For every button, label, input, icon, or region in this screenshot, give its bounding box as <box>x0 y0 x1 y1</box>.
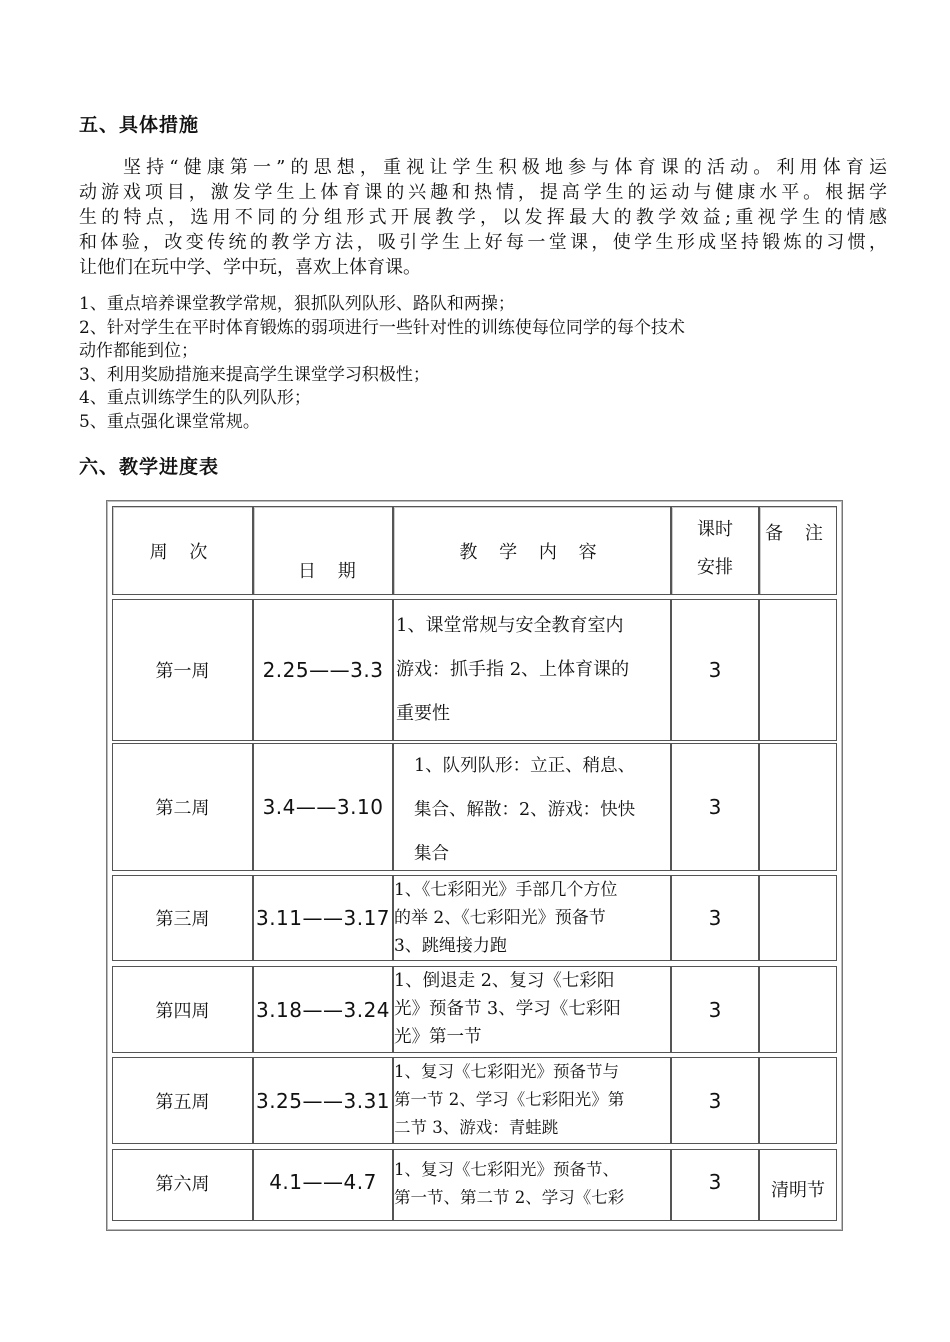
table-row-date <box>253 875 393 961</box>
table-row-note <box>759 875 837 961</box>
table-row-content <box>393 743 671 871</box>
week-label: 第二周 <box>155 798 210 819</box>
table-row-hours <box>671 966 759 1053</box>
week-label: 第五周 <box>155 1091 210 1113</box>
header-date <box>253 506 393 595</box>
schedule-table <box>106 500 843 1231</box>
table-row-content <box>393 599 671 741</box>
list-item: 2、针对学生在平时体育锻炼的弱项进行一些针对性的训练使每位同学的每个技术 <box>79 317 685 338</box>
date-range: 3.4——3.10 <box>262 795 384 819</box>
hours-value: 3 <box>708 795 722 819</box>
section-heading-schedule: 六、教学进度表 <box>79 456 220 478</box>
header-content-label: 教 学 内 容 <box>459 541 605 563</box>
measures-list <box>79 293 685 434</box>
header-note-label: 备 注 <box>765 523 831 544</box>
header-hours-line: 课时 <box>697 519 733 540</box>
table-row-week <box>112 966 253 1053</box>
table-row-content <box>393 966 671 1053</box>
table-row-date <box>253 599 393 741</box>
header-hours <box>671 506 759 595</box>
table-row-hours <box>671 875 759 961</box>
table-row-date <box>253 1149 393 1221</box>
table-row-week <box>112 743 253 871</box>
table-row-content <box>393 1057 671 1144</box>
content-line: 光》预备节 3、学习《七彩阳 <box>394 999 621 1019</box>
header-week-label: 周 次 <box>149 541 216 563</box>
date-range: 3.11——3.17 <box>255 906 391 930</box>
date-range: 2.25——3.3 <box>262 658 384 682</box>
content-line: 的举 2、《七彩阳光》预备节 <box>394 908 606 928</box>
week-label: 第六周 <box>155 1174 210 1195</box>
table-row-week <box>112 1149 253 1221</box>
content-line: 1、队列队形：立正、稍息、 <box>414 756 636 776</box>
header-hours-line: 安排 <box>697 557 733 578</box>
note-value: 清明节 <box>771 1180 825 1201</box>
paragraph-line: 生的特点，选用不同的分组形式开展教学，以发挥最大的教学效益;重视学生的情感 <box>79 207 887 228</box>
date-range: 3.18——3.24 <box>255 997 391 1022</box>
content-line: 二节 3、游戏：青蛙跳 <box>394 1118 559 1137</box>
content-line: 光》第一节 <box>394 1027 482 1047</box>
header-date-label: 日 期 <box>298 561 364 582</box>
hours-value: 3 <box>708 997 722 1022</box>
content-line: 集合 <box>414 844 449 864</box>
table-row-note <box>759 1057 837 1144</box>
header-content <box>393 506 671 595</box>
week-label: 第三周 <box>155 909 210 930</box>
date-range: 4.1——4.7 <box>269 1170 377 1194</box>
table-row-date <box>253 966 393 1053</box>
table-row-note <box>759 1149 837 1221</box>
content-line: 3、跳绳接力跑 <box>394 936 507 956</box>
table-row-date <box>253 1057 393 1144</box>
list-item: 3、利用奖励措施来提高学生课堂学习积极性； <box>79 364 430 385</box>
content-line: 1、复习《七彩阳光》预备节、 <box>394 1160 619 1179</box>
table-row-content <box>393 1149 671 1221</box>
table-row-note <box>759 966 837 1053</box>
content-line: 1、倒退走 2、复习《七彩阳 <box>394 971 615 991</box>
content-line: 第一节 2、学习《七彩阳光》第 <box>394 1090 625 1109</box>
hours-value: 3 <box>708 906 722 930</box>
content-line: 1、复习《七彩阳光》预备节与 <box>394 1062 619 1081</box>
table-row-note <box>759 743 837 871</box>
content-line: 游戏：抓手指 2、上体育课的 <box>396 659 630 680</box>
hours-value: 3 <box>708 658 722 682</box>
table-row-content <box>393 875 671 961</box>
paragraph-line: 动游戏项目，激发学生上体育课的兴趣和热情，提高学生的运动与健康水平。根据学 <box>79 182 887 203</box>
paragraph-line: 坚持“健康第一”的思想，重视让学生积极地参与体育课的活动。利用体育运 <box>123 157 887 178</box>
list-item: 4、重点训练学生的队列队形； <box>79 388 311 408</box>
table-row-date <box>253 743 393 871</box>
hours-value: 3 <box>708 1088 722 1113</box>
week-label: 第四周 <box>155 1000 210 1022</box>
section-heading-measures: 五、具体措施 <box>79 114 200 136</box>
paragraph-line: 让他们在玩中学、学中玩，喜欢上体育课。 <box>79 257 421 278</box>
header-note <box>759 506 837 595</box>
header-week <box>112 506 253 595</box>
table-row-hours <box>671 599 759 741</box>
content-line: 第一节、第二节 2、学习《七彩 <box>394 1188 625 1207</box>
content-line: 1、课堂常规与安全教育室内 <box>396 615 624 636</box>
table-row-note <box>759 599 837 741</box>
list-item: 5、重点强化课堂常规。 <box>79 411 260 432</box>
paragraph-line: 和体验，改变传统的教学方法，吸引学生上好每一堂课，使学生形成坚持锻炼的习惯， <box>79 232 887 253</box>
content-line: 重要性 <box>396 703 450 724</box>
table-row-hours <box>671 1149 759 1221</box>
table-row-week <box>112 599 253 741</box>
table-row-week <box>112 1057 253 1144</box>
list-item: 1、重点培养课堂教学常规，狠抓队列队形、路队和两操； <box>79 294 515 314</box>
content-line: 集合、解散：2、游戏：快快 <box>414 800 636 820</box>
measures-paragraph <box>79 155 887 280</box>
week-label: 第一周 <box>155 661 210 682</box>
list-item: 动作都能到位； <box>79 341 198 361</box>
table-row-week <box>112 875 253 961</box>
hours-value: 3 <box>708 1170 722 1194</box>
table-row-hours <box>671 743 759 871</box>
content-line: 1、《七彩阳光》手部几个方位 <box>394 880 618 900</box>
date-range: 3.25——3.31 <box>255 1088 391 1113</box>
table-row-hours <box>671 1057 759 1144</box>
